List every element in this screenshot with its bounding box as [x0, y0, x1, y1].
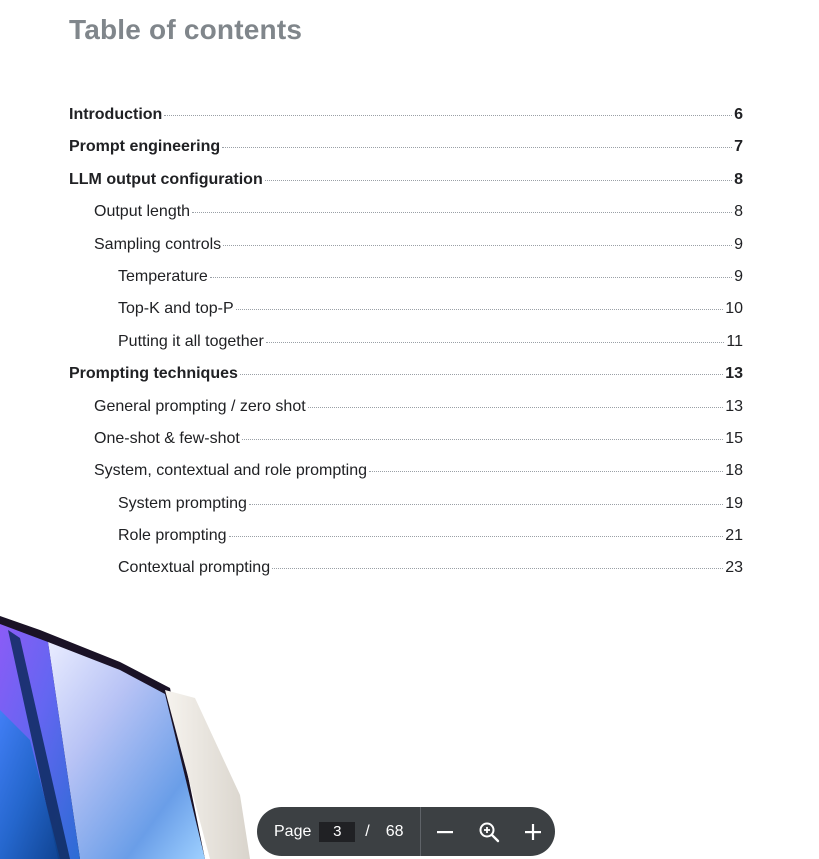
toc-entry-label: Sampling controls [94, 235, 222, 253]
toc-entry-page: 11 [726, 332, 743, 350]
toc-entry-label: Output length [94, 203, 191, 221]
toc-entry[interactable] [69, 559, 743, 591]
pdf-toolbar [257, 807, 555, 856]
total-pages: 68 [385, 822, 404, 840]
toc-entry-page: 21 [725, 527, 743, 545]
page-label: Page [274, 822, 312, 840]
toc-entry[interactable] [69, 495, 743, 527]
page-number-input[interactable]: 3 [319, 822, 355, 842]
toc-entry[interactable] [69, 268, 743, 300]
dot-leader [249, 503, 723, 505]
toc-entry-page: 19 [725, 494, 743, 512]
dot-leader [242, 438, 723, 440]
toc-entry-page: 13 [725, 397, 743, 415]
toc-entry-page: 18 [725, 462, 743, 480]
toc-entry-label: Top-K and top-P [118, 300, 234, 318]
dot-leader [223, 244, 732, 246]
toc-entry-page: 7 [734, 138, 743, 156]
toc-entry-label: Prompt engineering [69, 138, 221, 156]
toc-entry[interactable] [69, 527, 743, 559]
toc-entry-label: LLM output configuration [69, 170, 263, 188]
toc-entry-page: 9 [734, 235, 743, 253]
toc-entry-label: Contextual prompting [118, 559, 271, 577]
zoom-in-button[interactable] [511, 810, 555, 854]
dot-leader [265, 179, 732, 181]
zoom-fit-button[interactable] [467, 810, 511, 854]
toc-entry[interactable] [69, 203, 743, 235]
toc-entry-label: Introduction [69, 106, 163, 123]
toc-entry-page: 23 [725, 559, 743, 577]
zoom-out-button[interactable] [423, 810, 467, 854]
toc-entry-page: 10 [725, 300, 743, 318]
toc-entry-page: 8 [734, 170, 743, 188]
table-of-contents [69, 106, 743, 592]
dot-leader [229, 535, 724, 537]
dot-leader [164, 114, 732, 116]
toc-entry-page: 8 [734, 203, 743, 221]
zoom-in-icon [523, 822, 543, 842]
zoom-out-icon [435, 822, 455, 842]
toc-entry[interactable] [69, 236, 743, 268]
toc-entry-label: System prompting [118, 494, 247, 512]
toc-entry-label: Role prompting [118, 527, 227, 545]
toc-entry-label: System, contextual and role prompting [94, 462, 368, 480]
toc-entry-page: 6 [734, 106, 743, 123]
toc-entry-page: 13 [725, 365, 743, 383]
dot-leader [240, 373, 723, 375]
dot-leader [369, 470, 723, 472]
toc-entry[interactable] [69, 365, 743, 397]
dot-leader [210, 276, 732, 278]
toc-entry-label: Temperature [118, 267, 208, 285]
toc-entry[interactable] [69, 106, 743, 138]
toc-entry-page: 15 [725, 429, 743, 447]
toc-entry-label: Prompting techniques [69, 365, 238, 383]
toc-entry-label: Putting it all together [118, 332, 264, 350]
dot-leader [236, 308, 724, 310]
toc-entry[interactable] [69, 333, 743, 365]
dot-leader [308, 406, 724, 408]
toc-entry-label: General prompting / zero shot [94, 397, 306, 415]
toc-entry-label: One-shot & few-shot [94, 429, 240, 447]
dot-leader [266, 341, 725, 343]
toc-entry-page: 9 [734, 267, 743, 285]
dot-leader [192, 211, 732, 213]
toc-entry[interactable] [69, 138, 743, 170]
toc-entry[interactable] [69, 462, 743, 494]
toc-entry[interactable] [69, 398, 743, 430]
toc-entry[interactable] [69, 171, 743, 203]
toolbar-divider [420, 807, 421, 856]
dot-leader [272, 567, 723, 569]
dot-leader [222, 146, 732, 148]
zoom-fit-icon [478, 821, 500, 843]
toc-entry[interactable] [69, 300, 743, 332]
page-separator: / [365, 822, 370, 840]
toc-entry[interactable] [69, 430, 743, 462]
page-title: Table of contents [69, 14, 303, 45]
